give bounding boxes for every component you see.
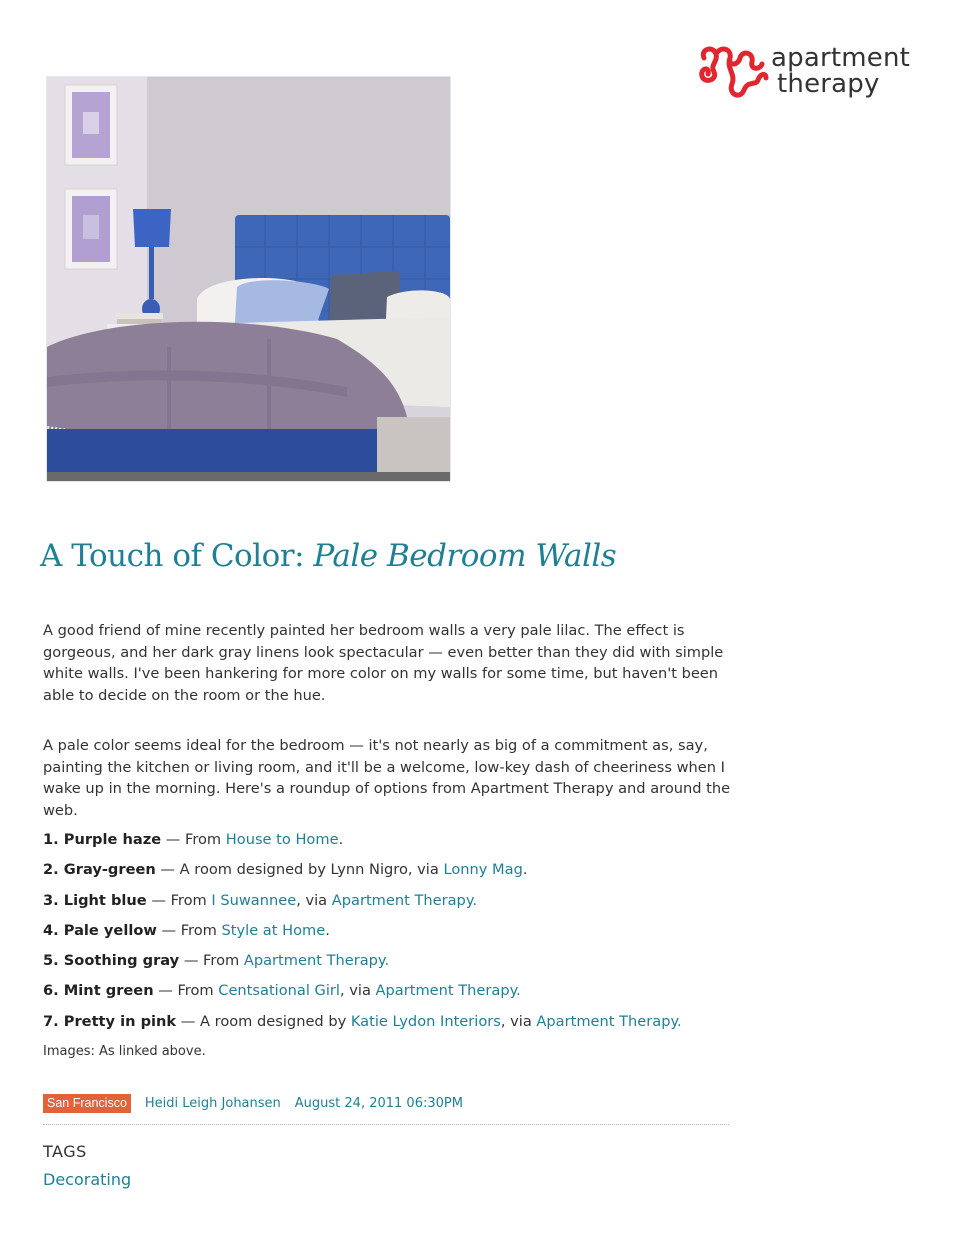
item-name: 6. Mint green — [43, 982, 154, 1000]
item-name: 3. Light blue — [43, 891, 147, 909]
item-end: . — [384, 952, 390, 970]
item-text: — From — [179, 952, 244, 970]
list-item — [43, 950, 763, 980]
tags-heading: TAGS — [43, 1142, 87, 1161]
list-item — [43, 920, 763, 950]
via-link[interactable]: Apartment Therapy — [375, 982, 517, 1000]
site-logo[interactable] — [696, 42, 926, 106]
post-date-link[interactable]: August 24, 2011 06:30PM — [294, 1096, 463, 1111]
location-badge[interactable]: San Francisco — [43, 1094, 131, 1113]
item-text: — A room designed by — [176, 1012, 351, 1030]
image-credit: Images: As linked above. — [43, 1044, 206, 1059]
article-title[interactable] — [40, 538, 616, 574]
item-name: 2. Gray-green — [43, 861, 156, 879]
source-link[interactable]: Lonny Mag — [443, 861, 523, 879]
item-text: . — [338, 831, 344, 848]
logo-word-apartment: apartment — [771, 43, 911, 73]
source-link[interactable]: House to Home — [225, 831, 339, 848]
list-item — [43, 859, 763, 889]
list-item — [43, 980, 763, 1010]
article-paragraph-1: A good friend of mine recently painted her bedroom walls a very pale lilac. The effect is gorgeous, and her dark gray linens look spectacular — even better than they did with simple white walls. I've been hankering for more color on my walls for some time, but haven't been able to decide on the room or the hue. — [43, 622, 724, 704]
list-item — [43, 1011, 763, 1041]
item-end: . — [516, 982, 521, 1000]
item-text: , via — [296, 891, 332, 909]
item-end: . — [677, 1012, 682, 1030]
hero-image — [46, 76, 451, 482]
article-paragraph-2: A pale color seems ideal for the bedroom — it's not nearly as big of a commitment as, say, painting the kitchen or living room, and it'll be a welcome, low-key dash of cheeriness when I wake up in the morning. Here's a roundup of options from Apartment Therapy and around the web. — [43, 737, 731, 819]
item-text: , via — [500, 1012, 537, 1030]
source-link[interactable]: I Suwannee — [211, 891, 297, 909]
dotted-divider — [43, 1124, 729, 1125]
item-name: 5. Soothing gray — [43, 952, 180, 970]
source-link[interactable]: Centsational Girl — [218, 982, 340, 1000]
item-text: . — [325, 921, 330, 939]
bedroom-illustration — [47, 77, 450, 481]
logo-word-therapy: therapy — [777, 69, 880, 99]
via-link[interactable]: Apartment Therapy — [331, 891, 473, 909]
title-emphasis: Pale Bedroom Walls — [313, 538, 617, 574]
author-link[interactable]: Heidi Leigh Johansen — [144, 1096, 281, 1111]
source-link[interactable]: Style at Home — [221, 921, 326, 939]
list-item — [43, 829, 763, 859]
via-link[interactable]: Apartment Therapy — [536, 1012, 678, 1030]
item-name: 7. Pretty in pink — [43, 1012, 177, 1030]
item-text: , via — [339, 982, 376, 1000]
item-text: — From — [156, 921, 222, 939]
source-link[interactable]: Katie Lydon Interiors — [350, 1012, 501, 1030]
title-main: A Touch of Color: — [40, 538, 314, 574]
item-end: . — [472, 891, 478, 909]
item-text: — From — [146, 891, 212, 909]
item-name: 1. Purple haze — [43, 831, 162, 848]
list-item — [43, 890, 763, 920]
item-text: — From — [153, 982, 219, 1000]
roundup-list — [43, 829, 763, 1041]
item-name: 4. Pale yellow — [43, 921, 157, 939]
post-meta — [43, 1094, 733, 1116]
item-text: — From — [161, 831, 226, 848]
item-text: — A room designed by Lynn Nigro, via — [155, 861, 444, 879]
source-link[interactable]: Apartment Therapy — [243, 952, 385, 970]
logo-mark-icon — [696, 44, 774, 102]
tag-link-decorating[interactable]: Decorating — [43, 1170, 132, 1189]
item-text: . — [522, 861, 528, 879]
